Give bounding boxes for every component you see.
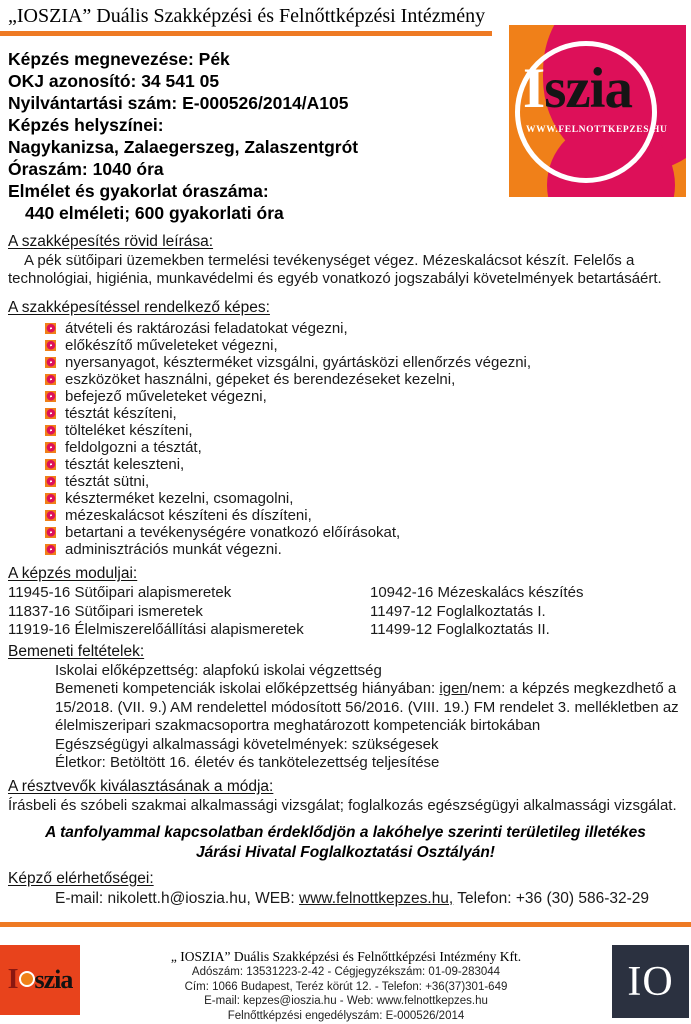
course-info-line: Nyilvántartási szám: E-000526/2014/A105: [8, 93, 349, 113]
course-info-line: Óraszám: 1040 óra: [8, 159, 164, 179]
competency-item: [8, 354, 683, 371]
footer-io-logo: IO: [612, 945, 689, 1018]
competency-item-label: előkészítő műveleteket végezni,: [65, 337, 278, 354]
footer-logo-letters-szia: szia: [34, 965, 73, 994]
competency-item: [8, 337, 683, 354]
ioszia-bullet-icon: [45, 510, 56, 521]
employment-office-notice: A tanfolyammal kapcsolatban érdeklődjön a lakóhelye szerinti területileg illetékes Járási Hivatal Foglalkoztatási Osztályán!: [45, 823, 646, 861]
footer: [0, 945, 691, 1023]
ioszia-bullet-icon: [45, 340, 56, 351]
competency-item-label: mézeskalácsot készíteni és díszíteni,: [65, 507, 312, 524]
competency-item-label: eszközöket használni, gépeket és berendezéseket kezelni,: [65, 371, 456, 388]
competency-item-label: tésztát sütni,: [65, 473, 150, 490]
ioszia-bullet-icon: [45, 357, 56, 368]
contact-line: [55, 889, 683, 908]
course-info-line: Képzés megnevezése: Pék: [8, 49, 230, 69]
ioszia-bullet-icon: [45, 425, 56, 436]
module-item: 11945-16 Sütőipari alapismeretek: [8, 584, 232, 601]
competency-item: [8, 541, 683, 558]
competency-item: [8, 320, 683, 337]
requirement-text: Bemeneti kompetenciák iskolai előképzettség hiányában:: [55, 680, 440, 697]
logo-website-text: WWW.FELNOTTKEPZES.HU: [526, 125, 668, 135]
ioszia-bullet-icon: [45, 527, 56, 538]
ioszia-bullet-icon: [45, 391, 56, 402]
module-row: [8, 603, 683, 622]
course-info-line: 440 elméleti; 600 gyakorlati óra: [25, 203, 284, 223]
contact-email-text: E-mail: nikolett.h@ioszia.hu, WEB:: [55, 889, 300, 907]
competency-item: [8, 456, 683, 473]
competency-item: [8, 405, 683, 422]
competency-item-label: nyersanyagot, készterméket vizsgálni, gyártásközi ellenőrzés végezni,: [65, 354, 532, 371]
header-divider: [0, 31, 492, 36]
competency-item: [8, 371, 683, 388]
footer-divider: [0, 922, 691, 927]
selection-body: Írásbeli és szóbeli szakmai alkalmassági vizsgálat; foglalkozás egészségügyi alkalmassági vizsgálat.: [8, 796, 677, 814]
ioszia-bullet-icon: [45, 459, 56, 470]
main-content: [8, 232, 683, 908]
contact-heading: Képző elérhetőségei:: [8, 869, 154, 887]
module-item: 11919-16 Élelmiszerelőállítási alapismeretek: [8, 621, 304, 638]
requirements-heading: Bemeneti feltételek:: [8, 642, 145, 660]
footer-logo-circle-icon: [19, 971, 35, 987]
footer-email-web-line: E-mail: kepzes@ioszia.hu - Web: www.felnottkepzes.hu: [204, 995, 488, 1007]
competency-item: [8, 422, 683, 439]
competency-item-label: adminisztrációs munkát végezni.: [65, 541, 282, 558]
requirement-yes-underlined: igen: [439, 680, 468, 697]
footer-permit-line: Felnőttképzési engedélyszám: E-000526/2014: [227, 1009, 465, 1022]
competency-item-label: tölteléket készíteni,: [65, 422, 193, 439]
ioszia-bullet-icon: [45, 408, 56, 419]
description-body: A pék sütőipari üzemekben termelési tevékenységet végez. Mézeskalácsot készít. Felelős a technológiai, higiénia, munkavédelmi és egyéb vonatkozó jogszabályi követelmények betartásáért.: [8, 252, 662, 287]
footer-ioszia-logo: [0, 945, 80, 1015]
requirement-line: Egészségügyi alkalmassági követelmények: szükségesek: [55, 735, 439, 753]
modules-heading: A képzés moduljai:: [8, 565, 138, 582]
ioszia-bullet-icon: [45, 476, 56, 487]
requirements-lines: [55, 662, 683, 773]
website-link[interactable]: www.felnottkepzes.hu,: [299, 889, 454, 907]
module-item: 11837-16 Sütőipari ismeretek: [8, 602, 203, 620]
footer-company-name: „ IOSZIA” Duális Szakképzési és Felnőttképzési Intézmény Kft.: [170, 949, 522, 964]
logo-letters-szia: szia: [544, 57, 633, 120]
module-item: 10942-16 Mézeskalács készítés: [370, 584, 584, 601]
ioszia-bullet-icon: [45, 323, 56, 334]
competency-item: [8, 388, 683, 405]
footer-logo-letter-i: I: [7, 964, 19, 995]
course-info-line: Nagykanizsa, Zalaegerszeg, Zalaszentgrót: [8, 137, 359, 157]
competency-item: [8, 439, 683, 456]
competency-item-label: tésztát keleszteni,: [65, 456, 185, 473]
requirement-line: Iskolai előképzettség: alapfokú iskolai végzettség: [55, 661, 382, 679]
requirement-line: [55, 680, 683, 736]
ioszia-logo: [509, 25, 686, 197]
competency-item-label: befejező műveleteket végezni,: [65, 388, 267, 405]
selection-heading: A résztvevők kiválasztásának a módja:: [8, 777, 274, 795]
ioszia-bullet-icon: [45, 493, 56, 504]
course-info-line: Elmélet és gyakorlat óraszáma:: [8, 181, 269, 201]
description-heading: A szakképesítés rövid leírása:: [8, 233, 214, 250]
footer-address-line: Cím: 1066 Budapest, Teréz körút 12. - Telefon: +36(37)301-649: [184, 980, 508, 993]
competencies-heading: A szakképesítéssel rendelkező képes:: [8, 299, 270, 316]
competency-item-label: tésztát készíteni,: [65, 405, 177, 422]
competency-item: [8, 524, 683, 541]
module-item: 11499-12 Foglalkoztatás II.: [370, 621, 550, 638]
footer-company-details: [80, 945, 612, 1023]
contact-phone-text: Telefon: +36 (30) 586-32-29: [453, 889, 650, 907]
footer-tax-line: Adószám: 13531223-2-42 - Cégjegyzékszám: 01-09-283044: [191, 966, 501, 978]
ioszia-bullet-icon: [45, 374, 56, 385]
module-row: [8, 621, 683, 640]
ioszia-bullet-icon: [45, 442, 56, 453]
competency-item-label: átvételi és raktározási feladatokat végezni,: [65, 320, 348, 337]
competency-list: [8, 320, 683, 558]
competency-item: [8, 507, 683, 524]
competency-item-label: készterméket kezelni, csomagolni,: [65, 490, 294, 507]
requirement-text: /nem: a képzés megkezdhető a 15/2018. (VII. 9.) AM rendelettel módosított 56/2016. (VIII. 19.) FM rendelet 3. mellékletben az élelmiszeripari szakmacsoportra meghatározott kompetenciák birtokában: [55, 680, 679, 734]
module-row: [8, 584, 683, 603]
ioszia-bullet-icon: [45, 544, 56, 555]
requirement-line: Életkor: Betöltött 16. életév és tankötelezettség teljesítése: [55, 754, 440, 771]
course-info-line: OKJ azonosító: 34 541 05: [8, 71, 220, 91]
course-info-line: Képzés helyszínei:: [8, 115, 164, 135]
institution-title: „IOSZIA” Duális Szakképzési és Felnőttképzési Intézmény: [8, 5, 486, 27]
logo-letter-i: I: [523, 57, 545, 120]
competency-item-label: betartani a tevékenységére vonatkozó előírásokat,: [65, 524, 401, 541]
competency-item: [8, 490, 683, 507]
module-item: 11497-12 Foglalkoztatás I.: [370, 602, 546, 620]
logo-wordmark: [523, 59, 632, 119]
competency-item-label: feldolgozni a tésztát,: [65, 439, 202, 456]
competency-item: [8, 473, 683, 490]
